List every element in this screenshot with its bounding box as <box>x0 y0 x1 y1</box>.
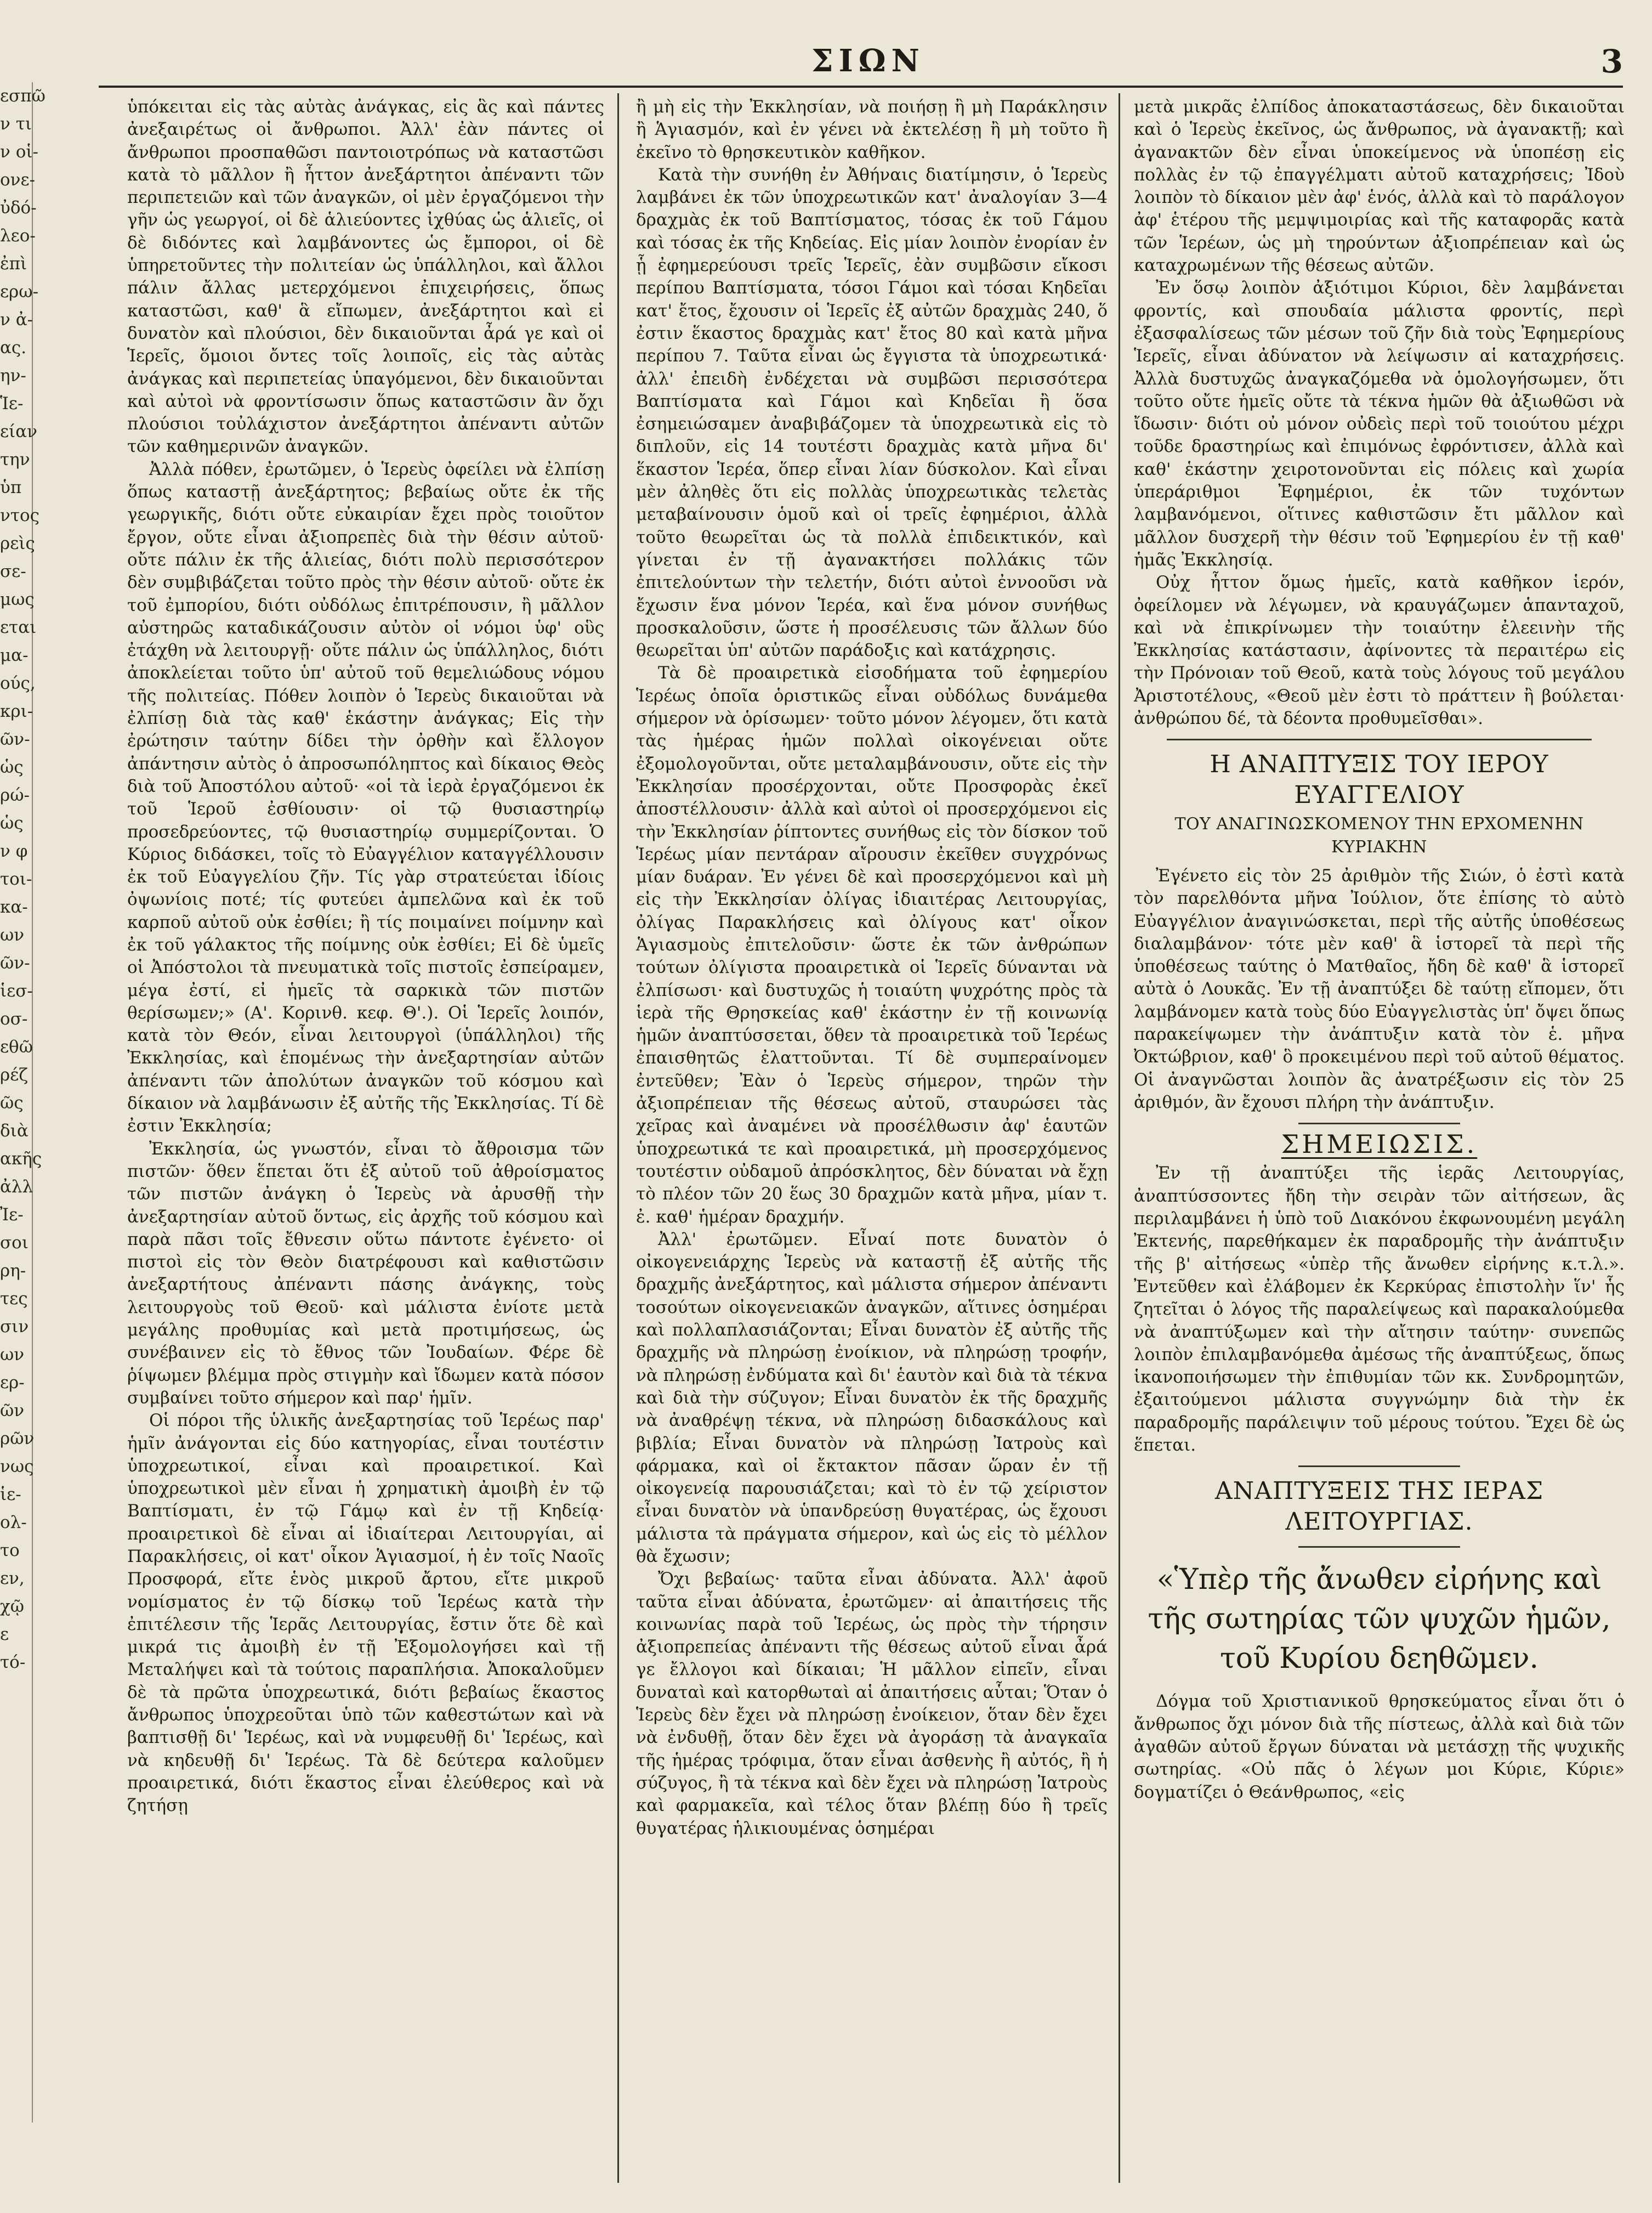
edge-fragment: Ἰε- <box>0 1205 24 1225</box>
edge-fragment: ρεὶς <box>0 534 35 553</box>
article-paragraph: Τὰ δὲ προαιρετικὰ εἰσοδήματα τοῦ ἐφημερίου Ἱερέως ὁποῖα ὁριστικῶς εἶναι οὐδόλως δυνάμεθα σήμερον νὰ ὁρίσωμεν· τοῦτο μόνον λέγομεν, ὅτι κατὰ τὰς ἡμέρας ἡμῶν πολλαὶ οἰκογένειαι οὔτε ἐξομολογοῦνται, οὔτε μεταλαμβάνουσιν, οὔτε εἰς τὴν Ἐκκλησίαν προσέρχονται, οὔτε Προσφορὰς ἐκεῖ ἀποστέλλουσιν· ἀλλὰ καὶ αὐτοὶ οἱ προσερχόμενοι εἰς τὴν Ἐκκλησίαν ῥίπτοντες συνήθως εἰς τὸν δίσκον τοῦ Ἱερέως μίαν πεντάραν αἴρουσιν ἐκεῖθεν συγχρόνως μίαν δυάραν. Ἐν γένει δὲ καὶ προσερχόμενοι καὶ μὴ εἰς τὴν Ἐκκλησίαν ὀλίγας ἰδιαιτέρας Λειτουργίας, ὀλίγας Παρακλήσεις καὶ ὀλίγους κατ' οἶκον Ἁγιασμοὺς ἐπιτελοῦσιν· ὥστε ἐκ τῶν ἀνθρώπων τούτων ὀλίγιστα προαιρετικὰ οἱ Ἱερεῖς δύνανται νὰ ἐλπίσωσι· καὶ δυστυχῶς ἡ τοιαύτη ψυχρότης πρὸς τὰ ἱερὰ τῆς Θρησκείας καθ' ἑκάστην ἐν τῇ κοινωνίᾳ ἡμῶν ἀναπτύσσεται, ὅθεν τὰ προαιρετικὰ τοῦ Ἱερέως ἐπαισθητῶς ἐλαττοῦνται. Τί δὲ συμπεραίνομεν ἐντεῦθεν; Ἐὰν ὁ Ἱερεὺς σήμερον, τηρῶν τὴν ἀξιοπρέπειαν τῆς θέσεως αὐτοῦ, σταυρώσει τὰς χεῖρας καὶ ἀναμένει νὰ προσέλθωσιν ἀφ' ἑαυτῶν ὑποχρεωτικά τε καὶ προαιρετικά, μὴ προσερχόμενος τουτέστιν οὐδαμοῦ ἀπρόσκλητος, δὲν δύναται νὰ ἔχῃ τὸ πλέον τῶν 20 ἕως 30 δραχμῶν κατὰ μῆνα, μίαν τ. ἐ. καθ' ἡμέραν δραχμήν. <box>636 663 1108 1227</box>
edge-fragment: ολ- <box>0 1513 27 1532</box>
newspaper-title: ΣΙΩΝ <box>811 43 925 79</box>
section-rule <box>1298 1465 1460 1467</box>
edge-fragment: ούς, <box>0 673 36 693</box>
edge-fragment: μα- <box>0 646 29 665</box>
edge-fragment: ῶν- <box>0 729 30 749</box>
edge-fragment: εθῶ <box>0 1037 33 1057</box>
page-number: 3 <box>1600 43 1623 80</box>
edge-fragment: ἱεσ- <box>0 981 33 1001</box>
edge-fragment: ὡς <box>0 757 24 777</box>
column-divider <box>617 93 619 2183</box>
notes-heading: ΣΗΜΕΙΩΣΙΣ. <box>1281 1129 1478 1159</box>
edge-fragment: ην- <box>0 366 26 386</box>
edge-fragment: ὐδό- <box>0 198 37 218</box>
edge-fragment: ρη- <box>0 1261 26 1281</box>
edge-fragment: ὑπ <box>0 478 22 497</box>
article-paragraph: Ἀλλ' ἐρωτῶμεν. Εἶναί ποτε δυνατὸν ὁ οἰκογενειάρχης Ἱερεὺς νὰ καταστῇ ἐξ αὐτῆς τῆς δραχμῆς ἀνεξάρτητος, καὶ μάλιστα σήμερον ἀπέναντι τοσούτων οἰκογενειακῶν ἀναγκῶν, αἵτινες ὁσημέραι καὶ πολλαπλασιάζονται; Εἶναι δυνατὸν ἐξ αὐτῆς τῆς δραχμῆς νὰ πληρώσῃ ἐνοίκιον, νὰ πληρώσῃ τροφήν, νὰ πληρώσῃ ἐνδύματα καὶ δι' ἑαυτὸν καὶ διὰ τὰ τέκνα καὶ διὰ τὴν σύζυγον; Εἶναι δυνατὸν ἐκ τῆς δραχμῆς νὰ ἀναθρέψῃ τέκνα, νὰ πληρώσῃ διδασκάλους καὶ βιβλία; Εἶναι δυνατὸν νὰ πληρώσῃ Ἰατροὺς καὶ φάρμακα, καὶ οἱ ἔκτακτον πᾶσαν ὥραν ἐν τῇ οἰκογενείᾳ παρουσιάζεται; καὶ τὸ ἐν τῷ χείριστον εἶναι δυνατὸν νὰ ὑπανδρεύσῃ θυγατέρας, ὡς ἔχουσι μάλιστα τὰ πράγματα σήμερον, καὶ ὡς εἰς τὸ μέλλον θὰ ἔχωσιν; <box>636 1229 1108 1566</box>
article-paragraph: Ὄχι βεβαίως· ταῦτα εἶναι ἀδύνατα. Ἀλλ' ἀφοῦ ταῦτα εἶναι ἀδύνατα, ἐρωτῶμεν· αἱ ἀπαιτήσεις τῆς κοινωνίας παρὰ τοῦ Ἱερέως, ὡς πρὸς τὴν τήρησιν ἀξιοπρεπείας ἀπέναντι τῆς θέσεως αὐτοῦ εἶναι ἆρά γε ἔλλογοι καὶ δίκαιαι; Ἡ μᾶλλον εἰπεῖν, εἶναι δυναταὶ καὶ κατορθωταὶ αἱ ἀπαιτήσεις αὗται; Ὅταν ὁ Ἱερεὺς δὲν ἔχει νὰ πληρώσῃ ἐνοίκειον, ὅταν δὲν ἔχει νὰ ἐνδυθῇ, ὅταν δὲν ἔχει νὰ ἀγοράσῃ τὰ ἀναγκαῖα τῆς ἡμέρας τρόφιμα, ὅταν εἶναι ἀσθενὴς ἢ αὐτός, ἢ ἡ σύζυγος, ἢ τὰ τέκνα καὶ δὲν ἔχει νὰ πληρώσῃ Ἰατροὺς καὶ φαρμακεῖα, καὶ τέλος ὅταν βλέπῃ δύο ἢ τρεῖς θυγατέρας ἡλικιουμένας ὁσημέραι <box>636 1569 1108 1838</box>
edge-fragment: ἐπὶ <box>0 254 27 274</box>
edge-fragment: ἱε- <box>0 1485 21 1504</box>
edge-fragment: ε <box>0 1625 9 1644</box>
article-paragraph: ἢ μὴ εἰς τὴν Ἐκκλησίαν, νὰ ποιήσῃ ἢ μὴ Παράκλησιν ἢ Ἁγιασμόν, καὶ ἐν γένει νὰ ἐκτελέσῃ ἢ μὴ τοῦτο ἢ ἐκεῖνο τὸ θρησκευτικὸν καθῆκον. <box>636 97 1108 162</box>
edge-fragment: οσ- <box>0 1009 28 1029</box>
edge-fragment: σε- <box>0 562 26 581</box>
gospel-section-heading: Η ΑΝΑΠΤΥΞΙΣ ΤΟΥ ΙΕΡΟΥ ΕΥΑΓΓΕΛΙΟΥ <box>1210 750 1549 810</box>
column-divider <box>1119 93 1120 2183</box>
edge-fragment: ονε- <box>0 170 36 190</box>
edge-fragment: Ἱε- <box>0 394 24 414</box>
edge-fragment: ὡς <box>0 813 24 833</box>
liturgy-section-heading: ΑΝΑΠΤΥΞΕΙΣ ΤΗΣ ΙΕΡΑΣ ΛΕΙΤΟΥΡΓΙΑΣ. <box>1214 1477 1544 1536</box>
masthead <box>99 43 1623 81</box>
edge-fragment: είαν <box>0 422 37 442</box>
article-paragraph: μετὰ μικρᾶς ἐλπίδος ἀποκαταστάσεως, δὲν δικαιοῦται καὶ ὁ Ἱερεὺς ἐκεῖνος, ὡς ἄνθρωπος, νὰ ἀγανακτῇ; καὶ ἀγανακτῶν δὲν εἶναι ὑποκείμενος νὰ ὑποπέσῃ εἰς πολλὰς ἐν τῷ ἐπαγγέλματι αὐτοῦ καταχρήσεις; Ἰδοὺ λοιπὸν τὸ δίκαιον μὲν ἀφ' ἑνός, ἀλλὰ καὶ τὸ παράλογον ἀφ' ἑτέρου τῆς μεμψιμοιρίας καὶ τῆς καταφορᾶς κατὰ τῶν Ἱερέων, ὡς μὴ τηρούντων ἀξιοπρέπειαν καὶ ὡς καταχρωμένων τῆς θέσεως αὐτῶν. <box>1134 97 1625 276</box>
article-paragraph: Ἀλλὰ πόθεν, ἐρωτῶμεν, ὁ Ἱερεὺς ὀφείλει νὰ ἐλπίσῃ ὅπως καταστῇ ἀνεξάρτητος; βεβαίως οὔτε ἐκ τῆς γεωργικῆς, διότι οὔτε εὐκαιρίαν ἔχει πρὸς τοιοῦτον ἔργον, οὔτε εἶναι ἀξιοπρεπὲς διὰ τὴν θέσιν αὐτοῦ· οὔτε πάλιν ἐκ τῆς ἁλιείας, διότι πολὺ περισσότερον δὲν συμβιβάζεται τοῦτο πρὸς τὴν θέσιν αὐτοῦ· οὔτε ἐκ τοῦ ἐμπορίου, διότι οὐδόλως ἐπιτρέπουσιν, ἢ μᾶλλον αὐστηρῶς καταδικάζουσιν αὐτὸν οἱ νόμοι ὑφ' οὓς ἐτάχθη νὰ λειτουργῇ· οὔτε πάλιν ὡς ὑπάλληλος, διότι ἀποκλείεται τοῦτο ὑπ' αὐτοῦ τοῦ θεμελιώδους νόμου τῆς πολιτείας. Πόθεν λοιπὸν ὁ Ἱερεὺς δικαιοῦται νὰ ἐλπίσῃ διὰ τὰς καθ' ἑκάστην ἀνάγκας; Εἰς τὴν ἐρώτησιν ταύτην δίδει τὴν ὀρθὴν καὶ ἔλλογον ἀπάντησιν αὐτὸς ὁ ἀπροσωπόληπτος καὶ δίκαιος Θεὸς διὰ τοῦ Ἀποστόλου αὐτοῦ· «οἱ τὰ ἱερὰ ἐργαζόμενοι ἐκ τοῦ Ἱεροῦ ἐσθίουσιν· οἱ τῷ θυσιαστηρίῳ προσεδρεύοντες, τῷ θυσιαστηρίῳ συμμερίζονται. Ὁ Κύριος διδάσκει, τοῖς τὸ Εὐαγγέλιον καταγγέλλουσιν ἐκ τοῦ Εὐαγγελίου ζῆν. Τίς γὰρ στρατεύεται ἰδίοις ὀψωνίοις ποτέ; τίς φυτεύει ἀμπελῶνα καὶ ἐκ τοῦ καρποῦ αὐτοῦ οὐκ ἐσθίει; ἢ τίς ποιμαίνει ποίμνην καὶ ἐκ τοῦ γάλακτος τῆς ποίμνης οὐκ ἐσθίει; Εἰ δὲ ὑμεῖς οἱ Ἀπόστολοι τὰ πνευματικὰ τοῖς πιστοῖς ἐσπείραμεν, μέγα ἐστί, εἰ ἡμεῖς τὰ σαρκικὰ τῶν πιστῶν θερίσωμεν;» (Α'. Κορινθ. κεφ. Θ'.). Οἱ Ἱερεῖς λοιπόν, κατὰ τὸν Θεόν, εἶναι λειτουργοὶ (ὑπάλληλοι) τῆς Ἐκκλησίας, καὶ ἑπομένως τὴν ἀνεξαρτησίαν αὐτῶν ἀπέναντι τῶν ἀπολύτων ἀναγκῶν τοῦ κόσμου καὶ δίκαιον νὰ λαμβάνωσιν ἐξ αὐτῆς τῆς Ἐκκλησίας. Τί δὲ ἐστιν Ἐκκλησία; <box>127 459 604 1136</box>
article-paragraph: Οἱ πόροι τῆς ὑλικῆς ἀνεξαρτησίας τοῦ Ἱερέως παρ' ἡμῖν ἀνάγονται εἰς δύο κατηγορίας, εἶναι τουτέστιν ὑποχρεωτικοί, εἶναι καὶ προαιρετικοί. Καὶ ὑποχρεωτικοὶ μὲν εἶναι ἡ χρηματικὴ ἀμοιβὴ ἐν τῷ Βαπτίσματι, ἐν τῷ Γάμῳ καὶ ἐν τῇ Κηδείᾳ· προαιρετικοὶ δὲ εἶναι αἱ ἰδιαίτεραι Λειτουργίαι, αἱ Παρακλήσεις, οἱ κατ' οἶκον Ἁγιασμοί, ἡ ἐν τοῖς Ναοῖς Προσφορά, εἴτε ἑνὸς μικροῦ ἄρτου, εἴτε μικροῦ νομίσματος ἐν τῷ δίσκῳ τοῦ Ἱερέως κατὰ τὴν ἐπιτέλεσιν τῆς Ἱερᾶς Λειτουργίας, ἔστιν ὅτε δὲ καὶ μικρά τις ἀμοιβὴ ἐν τῇ Ἐξομολογήσει καὶ τῇ Μεταλήψει καὶ τὰ τούτοις παραπλήσια. Ἀποκαλοῦμεν δὲ τὰ πρῶτα ὑποχρεωτικά, διότι βεβαίως ἕκαστος ἄνθρωπος ὑποχρεοῦται ὑπὸ τῶν καθεστώτων καὶ νὰ βαπτισθῇ δι' Ἱερέως, καὶ νὰ νυμφευθῇ δι' Ἱερέως, καὶ νὰ κηδευθῇ δι' Ἱερέως. Τὰ δὲ δεύτερα καλοῦμεν προαιρετικά, διότι ἕκαστος εἶναι ἐλεύθερος καὶ νὰ ζητήσῃ <box>127 1411 604 1816</box>
adjacent-page-edge <box>0 82 46 2123</box>
section-rule <box>1298 1123 1460 1124</box>
article-paragraph: ὑπόκειται εἰς τὰς αὐτὰς ἀνάγκας, εἰς ἃς καὶ πάντες ἀνεξαιρέτως οἱ ἄνθρωποι. Ἀλλ' ἐὰν πάντες οἱ ἄνθρωποι προσπαθῶσι παντοιοτρόπως νὰ καταστῶσι κατὰ τὸ μᾶλλον ἢ ἧττον ἀνεξάρτητοι ἀπέναντι τῶν περιπετειῶν καὶ τῶν ἀναγκῶν, οἱ μὲν ἐργαζόμενοι τὴν γῆν ὡς γεωργοί, οἱ δὲ ἁλιεύοντες ἰχθύας ὡς ἁλιεῖς, οἱ δὲ διδόντες καὶ λαμβάνοντες ὡς ἔμποροι, οἱ δὲ ὑπηρετοῦντες τὴν πολιτείαν ὡς ὑπάλληλοι, καὶ ἄλλοι πάλιν ἄλλας μετερχόμενοι ἐπιχειρήσεις, ὅπως καταστῶσι, καθ' ἃ εἴπωμεν, ἀνεξάρτητοι καὶ εἰ δυνατὸν καὶ πλούσιοι, δὲν δικαιοῦνται ἆρά γε καὶ οἱ Ἱερεῖς, ὅμοιοι ὄντες τοῖς λοιποῖς, εἰς τὰς αὐτὰς ἀνάγκας καὶ περιπετείας ὑπαγόμενοι, δὲν δικαιοῦνται καὶ αὐτοὶ νὰ φροντίσωσιν ὅπως καταστῶσιν ἂν ὄχι πλούσιοι τοὐλάχιστον ἀνεξάρτητοι ἀπέναντι αὐτῶν τῶν καθημερινῶν ἀναγκῶν. <box>127 97 604 457</box>
edge-fragment: λεο- <box>0 226 36 246</box>
edge-fragment: ρώ- <box>0 785 30 805</box>
edge-fragment: διὰ <box>0 1121 29 1141</box>
edge-fragment: νως <box>0 1457 34 1476</box>
edge-fragment: ων <box>0 925 25 945</box>
edge-fragment: ν οἱ- <box>0 142 38 162</box>
edge-fragment: τες <box>0 1289 28 1309</box>
edge-fragment: ν τι <box>0 114 32 134</box>
column-2 <box>636 96 1108 2180</box>
edge-fragment: χῷ <box>0 1597 25 1616</box>
article-paragraph: Ἐν ὅσῳ λοιπὸν ἀξιότιμοι Κύριοι, δὲν λαμβάνεται φροντίς, καὶ σπουδαία μάλιστα φροντίς, περὶ ἐξασφαλίσεως τῶν μέσων τοῦ ζῆν διὰ τοὺς Ἐφημερίους Ἱερεῖς, εἶναι ἀδύνατον νὰ λείψωσιν αἱ καταχρήσεις. Ἀλλὰ δυστυχῶς ἀναγκαζόμεθα νὰ ὁμολογήσωμεν, ὅτι τοῦτο οὔτε ἡμεῖς οὔτε τὰ τέκνα ἡμῶν θὰ ἀξιωθῶσι νὰ ἴδωσιν· διότι οὐ μόνον οὐδεὶς περὶ τοῦ τοιούτου μέχρι τοῦδε δραστηρίως καὶ ἐπιμόνως ἐφρόντισεν, ἀλλὰ καὶ καθ' ἑκάστην χειροτονοῦνται εἰς πόλεις καὶ χωρία ὑπεράριθμοι Ἐφημέριοι, ἐκ τῶν τυχόντων λαμβανόμενοι, οἵτινες καθιστῶσιν ἔτι μᾶλλον καὶ μᾶλλον δυσχερῆ τὴν θέσιν τοῦ Ἐφημερίου ἐν τῇ καθ' ἡμᾶς Ἐκκλησίᾳ. <box>1134 278 1625 570</box>
masthead-rule <box>99 86 1623 88</box>
edge-fragment: εσπῶ <box>0 86 46 106</box>
gospel-section-subheading: ΤΟΥ ΑΝΑΓΙΝΩΣΚΟΜΕΝΟΥ ΤΗΝ ΕΡΧΟΜΕΝΗΝ ΚΥΡΙΑΚΗΝ <box>1174 814 1584 857</box>
edge-fragment: ῶν <box>0 1401 25 1420</box>
edge-fragment: κρι- <box>0 701 33 721</box>
edge-fragment: ων <box>0 1345 25 1365</box>
edge-fragment: ρέζ <box>0 1065 29 1085</box>
edge-fragment: ῶν- <box>0 953 30 973</box>
edge-fragment: ας. <box>0 338 27 358</box>
section-rule <box>1298 1546 1460 1548</box>
section-rule <box>1167 739 1592 740</box>
edge-fragment: ντος <box>0 506 40 525</box>
edge-fragment: ερ- <box>0 1373 25 1393</box>
liturgy-paragraph: Δόγμα τοῦ Χριστιανικοῦ θρησκεύματος εἶναι ὅτι ὁ ἄνθρωπος ὄχι μόνον διὰ τῆς πίστεως, ἀλλὰ καὶ διὰ τῶν ἀγαθῶν αὐτοῦ ἔργων δύναται νὰ μετάσχῃ τῆς ψυχικῆς σωτηρίας. «Οὐ πᾶς ὁ λέγων μοι Κύριε, Κύριε» δογματίζει ὁ Θεάνθρωπος, «εἰς <box>1134 1691 1625 1802</box>
edge-fragment: το <box>0 1541 20 1560</box>
edge-fragment: ρῶν <box>0 1429 35 1448</box>
notes-paragraph: Ἐν τῇ ἀναπτύξει τῆς ἱερᾶς Λειτουργίας, ἀναπτύσσοντες ἤδη τὴν σειρὰν τῶν αἰτήσεων, ἃς περιλαμβάνει ἡ ὑπὸ τοῦ Διακόνου ἐκφωνουμένη μεγάλη Ἐκτενής, παρεθήκαμεν ἐκ παραδρομῆς τὴν ἀνάπτυξιν τῆς β' αἰτήσεως «ὑπὲρ τῆς ἄνωθεν εἰρήνης κ.τ.λ.». Ἐντεῦθεν καὶ ἐλάβομεν ἐκ Κερκύρας ἐπιστολὴν ἵν' ἧς ζητεῖται ὁ λόγος τῆς παραλείψεως καὶ παρακαλούμεθα νὰ ἀναπτύξωμεν καὶ τὴν αἴτησιν ταύτην· συνεπῶς λοιπὸν ἐπιλαμβανόμεθα ἀμέσως τῆς ἀναπτύξεως, ὅπως ἱκανοποιήσωμεν τὴν ἐπιθυμίαν τῶν κκ. Συνδρομητῶν, ἐξαιτούμενοι μάλιστα συγγνώμην διὰ τὴν ἐκ παραδρομῆς παράλειψιν τοῦ μέρους τούτου. Ἔχει δὲ ὡς ἕπεται. <box>1134 1163 1625 1456</box>
edge-fragment: την <box>0 450 30 469</box>
article-paragraph: Οὐχ ἧττον ὅμως ἡμεῖς, κατὰ καθῆκον ἱερόν, ὀφείλομεν νὰ λέγωμεν, νὰ κραυγάζωμεν ἁπανταχοῦ, καὶ νὰ ἐπικρίνωμεν τὴν τοιαύτην ἐλεεινὴν τῆς Ἐκκλησίας κατάστασιν, ἀφίνοντες τὰ περαιτέρω εἰς τὴν Πρόνοιαν τοῦ Θεοῦ, κατὰ τοὺς λόγους τοῦ μεγάλου Ἀριστοτέλους, «Θεοῦ μὲν ἐστι τὸ πράττειν ἢ βούλεται· ἀνθρώπου δέ, τὰ δέοντα προθυμεῖσθαι». <box>1134 573 1625 729</box>
edge-fragment: ερω- <box>0 282 39 302</box>
edge-fragment: ν φ <box>0 841 28 861</box>
edge-fragment: εται <box>0 618 37 637</box>
edge-fragment: σιν <box>0 1317 29 1337</box>
edge-fragment: ῶς <box>0 1093 24 1113</box>
article-paragraph: Κατὰ τὴν συνήθη ἐν Ἀθήναις διατίμησιν, ὁ Ἱερεὺς λαμβάνει ἐκ τῶν ὑποχρεωτικῶν κατ' ἀναλογίαν 3—4 δραχμὰς ἐκ τοῦ Βαπτίσματος, τόσας ἐκ τοῦ Γάμου καὶ τόσας ἐκ τῆς Κηδείας. Εἰς μίαν λοιπὸν ἐνορίαν ἐν ᾗ ἐφημερεύουσι τρεῖς Ἱερεῖς, ἐὰν συμβῶσιν εἴκοσι περίπου Βαπτίσματα, τόσοι Γάμοι καὶ τόσαι Κηδεῖαι κατ' ἔτος, ἔχουσιν οἱ Ἱερεῖς ἐξ αὐτῶν δραχμὰς 240, ὅ ἐστιν ἕκαστος δραχμὰς κατ' ἔτος 80 καὶ κατὰ μῆνα περίπου 7. Ταῦτα εἶναι ὡς ἔγγιστα τὰ ὑποχρεωτικά· ἀλλ' ἐπειδὴ ἐνδέχεται νὰ συμβῶσι περισσότερα Βαπτίσματα καὶ Γάμοι καὶ Κηδεῖαι ἢ ὅσα ἐσημειώσαμεν ἀναβιβάζομεν τὰ ὑποχρεωτικὰ εἰς τὸ διπλοῦν, εἰς 14 τουτέστι δραχμὰς κατὰ μῆνα δι' ἕκαστον Ἱερέα, ὅπερ εἶναι λίαν δύσκολον. Καὶ εἶναι μὲν ἀληθὲς ὅτι εἰς πολλὰς ὑποχρεωτικὰς τελετὰς μεταβαίνουσιν ὁμοῦ καὶ οἱ τρεῖς ἐφημέριοι, ἀλλὰ τοῦτο θεωρεῖται ὡς τὰ πολλὰ ἐπιδεικτικόν, καὶ γίνεται ἐν τῇ ἀγανακτήσει πολλάκις τῶν ἐπιτελούντων τὴν τελετήν, διότι αὐτοὶ ἐννοοῦσι νὰ ἔχωσιν ἕνα μόνον Ἱερέα, καὶ ἕνα μόνον συνήθως προσκαλοῦσιν, ὥστε ἡ προσέλευσις τῶν ἄλλων δύο θεωρεῖται ὑπ' αὐτῶν παράδοξις καὶ κατάχρησις. <box>636 165 1108 661</box>
edge-fragment: μως <box>0 590 35 609</box>
edge-fragment: σοι <box>0 1233 29 1253</box>
edge-fragment: τό- <box>0 1652 26 1672</box>
edge-fragment: ν ἀ- <box>0 310 33 330</box>
liturgy-petition-quote: «Ὑπὲρ τῆς ἄνωθεν εἰρήνης καὶ τῆς σωτηρίας τῶν ψυχῶν ἡμῶν, τοῦ Κυρίου δεηθῶμεν. <box>1148 1563 1611 1676</box>
article-paragraph: Ἐκκλησία, ὡς γνωστόν, εἶναι τὸ ἄθροισμα τῶν πιστῶν· ὅθεν ἕπεται ὅτι ἐξ αὐτοῦ τοῦ ἀθροίσματος τῶν πιστῶν ἀνάγκη ὁ Ἱερεὺς νὰ ἀρυσθῇ τὴν ἀνεξαρτησίαν αὐτοῦ ὅντως, εἰς ἀρχῆς τοῦ κόσμου καὶ παρὰ πᾶσι τοῖς ἔθνεσιν οὕτω πάντοτε ἐγένετο· οἱ πιστοὶ εἰς τὸν Θεὸν διατρέφουσι καὶ καθιστῶσιν ἀνεξαρτήτους ἀπέναντι πάσης ἀνάγκης, τοὺς λειτουργοὺς τοῦ Θεοῦ· καὶ μάλιστα ἐνίοτε μετὰ μεγάλης προθυμίας καὶ μετὰ προτιμήσεως, ὡς συνέβαινεν εἰς τὸ ἔθνος τῶν Ἰουδαίων. Φέρε δὲ ῥίψωμεν βλέμμα πρὸς στιγμὴν καὶ ἴδωμεν κατὰ πόσον συμβαίνει τοῦτο σήμερον καὶ παρ' ἡμῖν. <box>127 1139 604 1408</box>
column-3 <box>1134 96 1625 2180</box>
gospel-paragraph: Ἐγένετο εἰς τὸν 25 ἀριθμὸν τῆς Σιών, ὁ ἐστὶ κατὰ τὸν παρελθόντα μῆνα Ἰούλιον, ὅτε ἐπίσης τὸ αὐτὸ Εὐαγγέλιον ἀναγινώσκεται, περὶ τῆς αὐτῆς ὑποθέσεως διαλαμβάνον· τότε μὲν καθ' ἃ ἱστορεῖ τὰ περὶ τῆς ὑποθέσεως ταύτης ὁ Ματθαῖος, ἤδη δὲ καθ' ἃ ἱστορεῖ αὐτὰ ὁ Λουκᾶς. Ἐν τῇ ἀναπτύξει δὲ ταύτῃ εἴπομεν, ὅτι λαμβάνομεν κατὰ τοὺς δύο Εὐαγγελιστὰς ὑπ' ὄψει ὅπως παρακείψωμεν τὴν ἀνάπτυξιν κατὰ τὸν ἑ. μῆνα Ὀκτώβριον, καθ' ὃ προκειμένου περὶ τοῦ αὐτοῦ θέματος. Οἱ ἀναγνῶσται λοιπὸν ἂς ἀνατρέξωσιν εἰς τὸν 25 ἀριθμόν, ἂν ἔχουσι πλήρη τὴν ἀνάπτυξιν. <box>1134 865 1625 1112</box>
column-1 <box>127 96 604 2180</box>
edge-fragment: εν, <box>0 1569 25 1588</box>
edge-fragment: τοι- <box>0 869 32 889</box>
edge-fragment: ακῆς <box>0 1149 42 1169</box>
edge-fragment: ἀλλ <box>0 1177 33 1197</box>
edge-fragment: κα- <box>0 897 28 917</box>
